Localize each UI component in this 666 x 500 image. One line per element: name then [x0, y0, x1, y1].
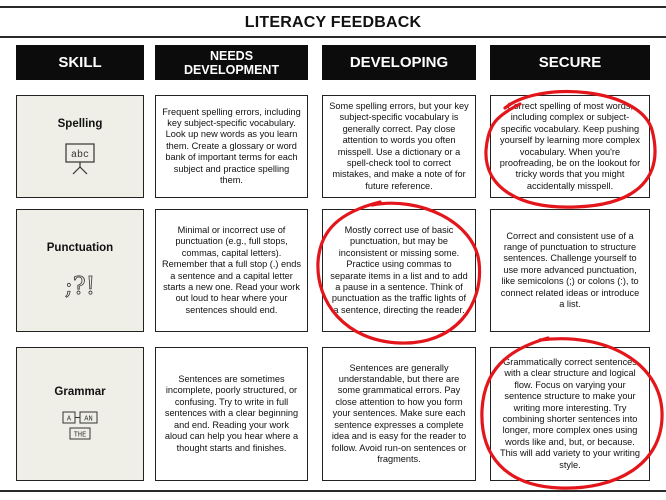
cell-spelling-secure: [490, 95, 650, 198]
icon-label: AN: [84, 415, 93, 424]
cell-grammar-needs-development: [155, 347, 308, 481]
page-title: LITERACY FEEDBACK: [244, 14, 422, 31]
header-developing: DEVELOPING: [322, 45, 476, 80]
bottom-rule: [0, 490, 666, 492]
whiteboard-abc-icon: [63, 142, 97, 176]
cell-text: Sentences are generally understandable, but there are some grammatical errors. Pay close attention to how you form your sentences. Make sure each sentence expresses a complete idea and is easy for the reader to follow. Avoid run-on sentences or fragments.: [331, 362, 467, 464]
icon-label: ;?!: [64, 271, 96, 300]
cell-text: Minimal or incorrect use of punctuation (e.g., full stops, commas, capital letters). Remember that a full stop (.) ends a sentence and a capital letter starts a new one. Read your work out loud to hear where your sentences should end.: [162, 224, 301, 315]
cell-punctuation-developing: [322, 209, 476, 332]
cell-text: Frequent spelling errors, including key subject-specific vocabulary. Look up new words as you learn them. Create a glossary or word bank of important terms for each subject and practice spelling them.: [162, 106, 301, 186]
icon-label: A: [66, 415, 72, 424]
skill-cell-grammar: [16, 347, 144, 481]
cell-text: Correct and consistent use of a range of punctuation to structure sentences. Challenge yourself to use more advanced punctuation, like semicolons (;) or colons (:), to connect related ideas or introduce a list.: [500, 230, 640, 310]
cell-grammar-secure: [490, 347, 650, 481]
skill-label: Grammar: [54, 386, 106, 398]
skill-label: Spelling: [57, 117, 103, 130]
title-rule: [0, 36, 666, 38]
cell-text: Sentences are sometimes incomplete, poorly structured, or confusing. Try to write in full sentences with a clear beginning and end. Reading your work aloud can help you hear where a thought starts and finishes.: [164, 374, 299, 453]
grammar-blocks-icon: [60, 410, 100, 442]
skill-cell-punctuation: [16, 209, 144, 332]
cell-grammar-developing: [322, 347, 476, 481]
skill-cell-spelling: [16, 95, 144, 198]
punctuation-marks-icon: [60, 266, 100, 300]
cell-text: Some spelling errors, but your key subject-specific vocabulary is generally correct. Pay close attention to words you often misspell. Use a dictionary or a spell-check tool to correct mistakes, and make a note of for future reference.: [329, 100, 469, 191]
skill-label: Punctuation: [46, 241, 114, 254]
header-skill: SKILL: [16, 45, 144, 80]
cell-spelling-developing: [322, 95, 476, 198]
cell-text: Mostly correct use of basic punctuation, but may be inconsistent or missing some. Practice using commas to separate items in a list and to add a pause in a sentence. Think of punctuation as the traffic lights of a sentence, directing the reader.: [330, 224, 468, 315]
icon-label: abc: [70, 149, 90, 161]
top-rule: [0, 6, 666, 8]
cell-punctuation-secure: [490, 209, 650, 332]
header-secure: SECURE: [490, 45, 650, 80]
cell-text: Correct spelling of most words, including complex or subject-specific vocabulary. Keep pushing yourself by learning more complex vocabulary. When you're proofreading, be on the lookout for tricky words that you might accidentally misspell.: [499, 100, 641, 191]
header-needs-development: NEEDS DEVELOPMENT: [155, 45, 308, 80]
cell-spelling-needs-development: [155, 95, 308, 198]
cell-punctuation-needs-development: [155, 209, 308, 332]
cell-text: Grammatically correct sentences with a clear structure and logical flow. Focus on varying your sentence structure to make your writing more interesting. Try combining shorter sentences into longer, more complex ones using words like and, but, or because. This will add variety to your writing style.: [500, 356, 640, 470]
icon-label: THE: [73, 431, 87, 440]
